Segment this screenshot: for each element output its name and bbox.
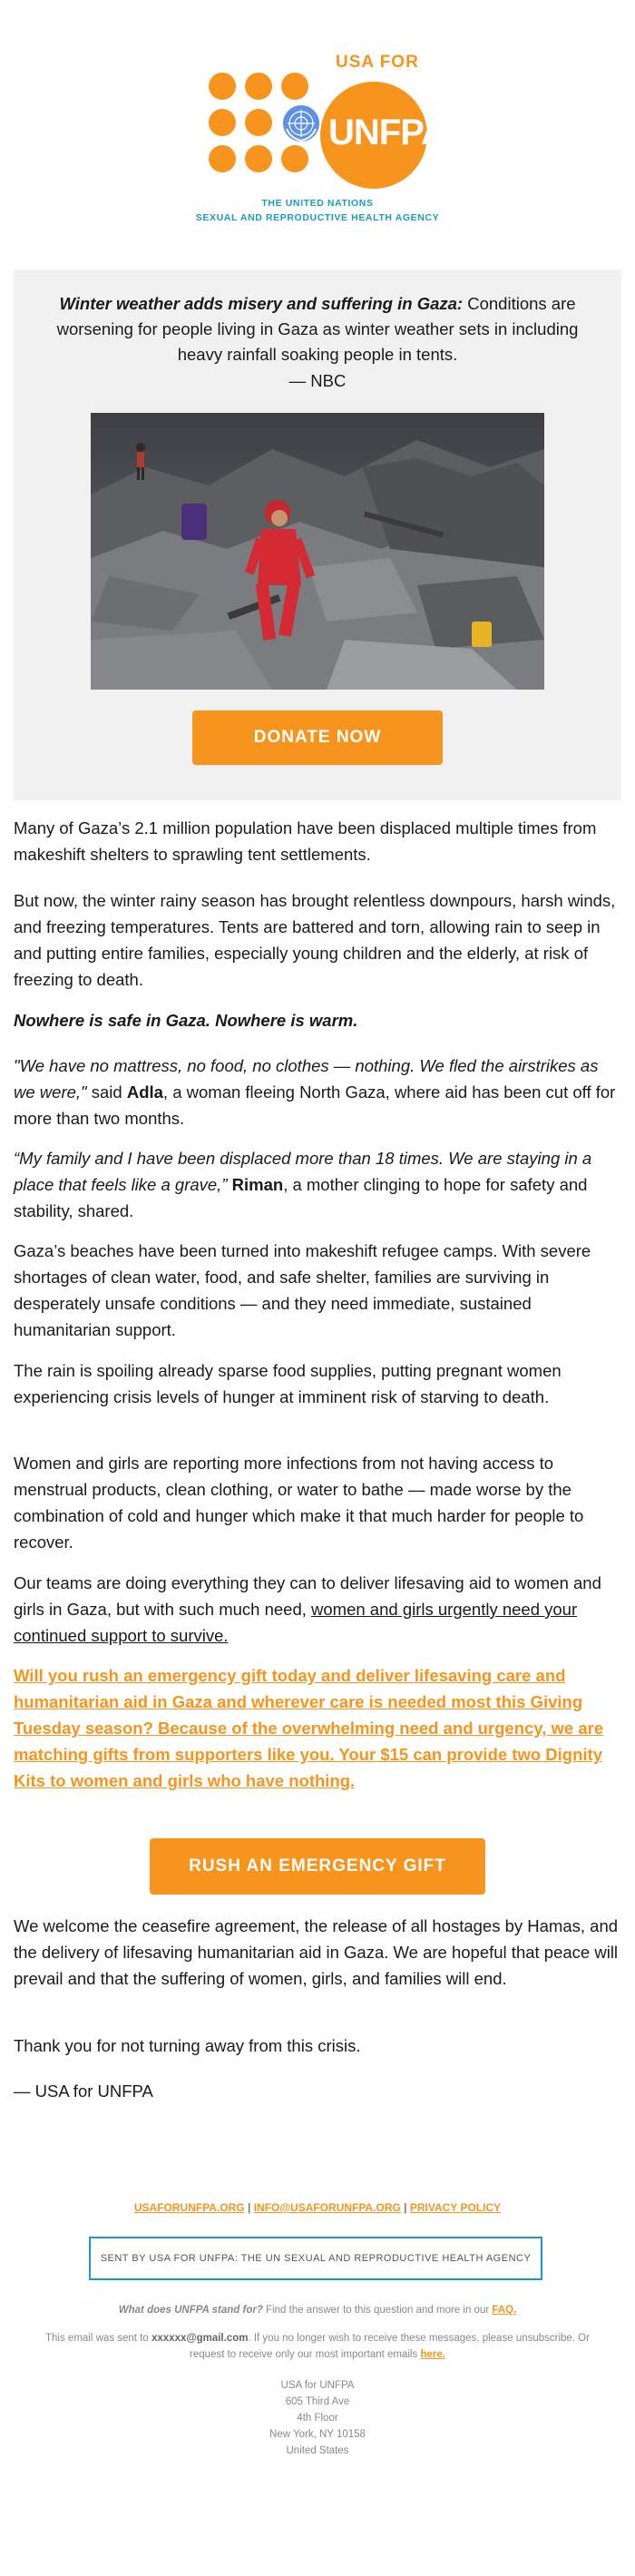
- paragraph-emphasis: Nowhere is safe in Gaza. Nowhere is warm.: [14, 1011, 358, 1030]
- paragraph-adla-quote: [14, 1053, 621, 1131]
- footer-links: [0, 2201, 635, 2214]
- appeal-paragraph: [14, 1662, 621, 1794]
- paragraph: The rain is spoiling already sparse food supplies, putting pregnant women experiencing crisis levels of hunger at imminent risk of starving to death.: [14, 1361, 562, 1406]
- paragraph: We welcome the ceasefire agreement, the release of all hostages by Hamas, and the delivery of lifesaving humanitarian aid in Gaza. We are hopeful that peace will prevail and that the suffering of women, girls, and families will end.: [14, 1916, 619, 1988]
- paragraph: Thank you for not turning away from this crisis.: [14, 2036, 361, 2055]
- footer-separator: |: [247, 2201, 251, 2214]
- hero-headline: Winter weather adds misery and suffering in Gaza:: [59, 294, 464, 313]
- paragraph: Many of Gaza’s 2.1 million population have been displaced multiple times from makeshift shelters to sprawling tent settlements.: [14, 818, 597, 864]
- gaza-rubble-photo[interactable]: [91, 413, 544, 690]
- sent-to-text-b: . If you no longer wish to receive these messages, please unsubscribe. Or request to receive only our most important emails: [190, 2333, 590, 2360]
- riman-rest: , a mother clinging to hope for safety and stability, shared.: [14, 1175, 588, 1220]
- paragraph: Women and girls are reporting more infections from not having access to menstrual products, clean clothing, or water to bathe — made worse by the combination of cold and hunger which make it that much harder for people to recover.: [14, 1454, 584, 1552]
- riman-quote: “My family and I have been displaced more than 18 times. We are staying in a place that feels like a grave,”: [14, 1149, 592, 1194]
- support-text: Our teams are doing everything they can to deliver lifesaving aid to women and girls in Gaza, but with such much need,: [14, 1573, 601, 1619]
- usa-for-unfpa-logo[interactable]: [0, 44, 635, 234]
- faq-link[interactable]: FAQ.: [492, 2305, 517, 2316]
- logo-tagline-line1: THE UNITED NATIONS: [261, 198, 374, 209]
- logo-dot: [209, 145, 236, 172]
- logo-unfpa-text: UNFPA: [328, 113, 446, 152]
- footer-link-privacy[interactable]: PRIVACY POLICY: [409, 2201, 502, 2214]
- sent-to-text-a: This email was sent to: [45, 2333, 151, 2344]
- riman-name: Riman: [231, 1175, 284, 1194]
- footer-link-email[interactable]: INFO@USAFORUNFPA.ORG: [253, 2201, 401, 2214]
- paragraph-riman-quote: [14, 1145, 621, 1224]
- logo-dot: [209, 109, 236, 136]
- adla-rest: , a woman fleeing North Gaza, where aid has been cut off for more than two months.: [14, 1082, 616, 1128]
- paragraph: But now, the winter rainy season has brought relentless downpours, harsh winds, and freezing temperatures. Tents are battered and torn, allowing rain to seep in and putting entire families, especially young children and the elderly, at risk of freezing to death.: [14, 891, 616, 989]
- logo-dot: [245, 145, 272, 172]
- logo-dot: [281, 145, 308, 172]
- logo-tagline-line2: SEXUAL AND REPRODUCTIVE HEALTH AGENCY: [195, 212, 440, 223]
- logo-usafor-text: USA FOR: [336, 53, 419, 72]
- hero-body: Conditions are worsening for people living in Gaza as winter weather sets in including heavy rainfall soaking people in tents.: [56, 294, 579, 364]
- footer-link-site[interactable]: USAFORUNFPA.ORG: [133, 2201, 245, 2214]
- hero-text: [41, 291, 594, 367]
- said-text: said: [86, 1082, 127, 1102]
- address-line: 605 Third Ave: [285, 2396, 350, 2407]
- signoff: — USA for UNFPA: [14, 2081, 153, 2101]
- hero-box: [14, 269, 621, 800]
- support-link[interactable]: women and girls urgently need your continued support to survive.: [14, 1600, 578, 1645]
- donate-now-button[interactable]: DONATE NOW: [192, 710, 443, 765]
- logo-dot: [281, 73, 308, 100]
- hero-source: — NBC: [288, 371, 347, 390]
- logo-dot: [209, 73, 236, 100]
- rush-emergency-gift-button[interactable]: RUSH AN EMERGENCY GIFT: [150, 1838, 485, 1895]
- paragraph: Gaza’s beaches have been turned into makeshift refugee camps. With severe shortages of clean water, food, and safe shelter, families are surviving in desperately unsafe conditions — and they need immediate, sustained humanitarian support.: [14, 1241, 591, 1339]
- preferences-link[interactable]: here.: [420, 2349, 445, 2360]
- faq-question: What does UNFPA stand for?: [118, 2305, 263, 2316]
- faq-text: Find the answer to this question and more in our: [262, 2305, 493, 2316]
- logo-dot: [245, 109, 272, 136]
- faq-line: [0, 2305, 635, 2316]
- mailing-address: [0, 2377, 635, 2459]
- sent-by-box: SENT BY USA FOR UNFPA: THE UN SEXUAL AND REPRODUCTIVE HEALTH AGENCY: [89, 2237, 542, 2280]
- paragraph-support: [14, 1570, 621, 1649]
- adla-quote: "We have no mattress, no food, no clothes — nothing. We fled the airstrikes as we were,": [14, 1056, 599, 1102]
- footer-separator: |: [404, 2201, 407, 2214]
- address-line: New York, NY 10158: [269, 2429, 366, 2440]
- adla-name: Adla: [126, 1082, 163, 1102]
- sent-to-notice: [27, 2330, 608, 2363]
- logo-dot: [245, 73, 272, 100]
- address-line: United States: [286, 2445, 349, 2456]
- un-emblem-icon: [279, 102, 323, 145]
- address-line: 4th Floor: [297, 2413, 338, 2424]
- address-line: USA for UNFPA: [280, 2380, 355, 2391]
- appeal-link[interactable]: Will you rush an emergency gift today and deliver lifesaving care and humanitarian aid in Gaza and wherever care is needed most this Giving Tuesday season? Because of the overwhelming need and urgency, we are matching gifts from supporters like you. Your $15 can provide two Dignity Kits to women and girls who have nothing.: [14, 1666, 604, 1790]
- recipient-email: xxxxxx@gmail.com: [151, 2333, 249, 2344]
